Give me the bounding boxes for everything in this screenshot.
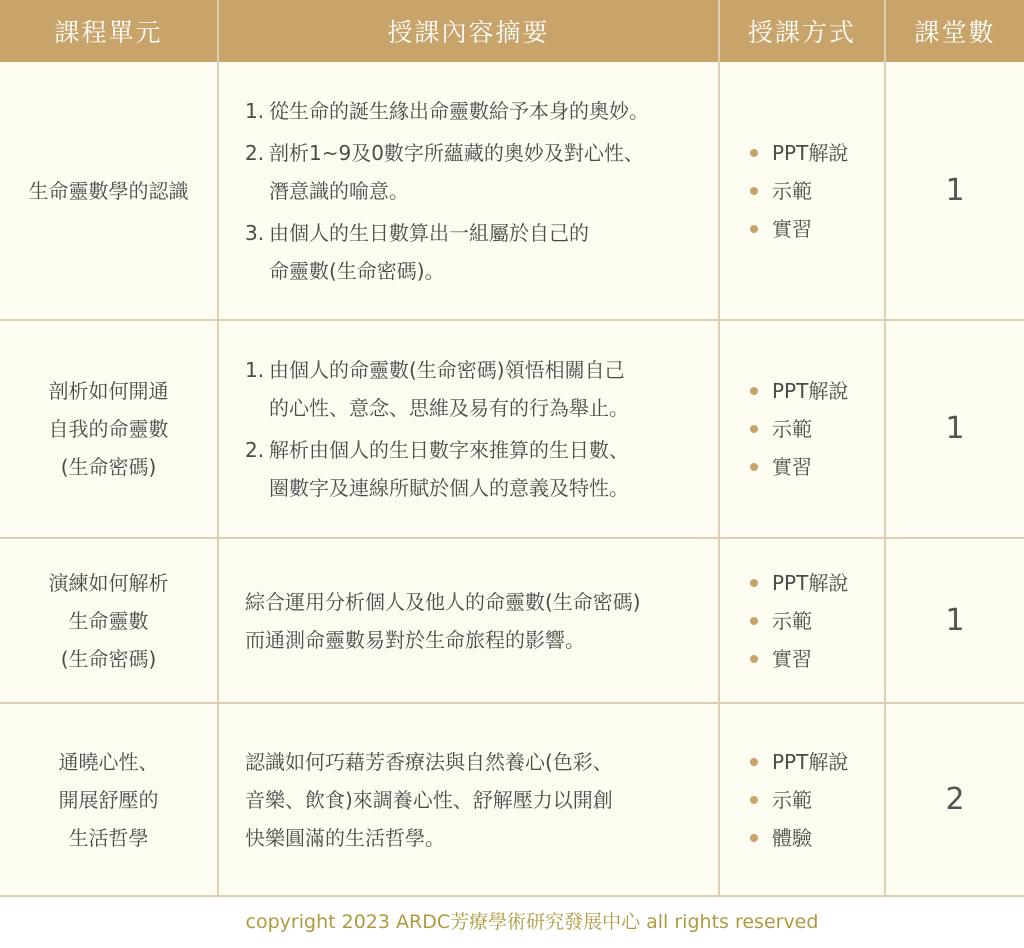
summary-text: 認識如何巧藉芳香療法與自然養心(色彩、 音樂、飲食)來調養心性、舒解壓力以開創 快樂圓滿的生活哲學。 xyxy=(245,749,613,850)
item-text: 從生命的誕生緣出命靈數給予本身的奧妙。 xyxy=(269,98,649,123)
method-item xyxy=(750,640,884,678)
bullet-icon xyxy=(750,758,758,766)
table-row-3-count xyxy=(886,539,1024,702)
method-label: PPT解說 xyxy=(772,379,849,403)
item-number: 1. xyxy=(245,358,265,382)
table-row-4-unit xyxy=(0,704,217,895)
list-item xyxy=(245,214,718,290)
unit-label: 演練如何解析 生命靈數 (生命密碼) xyxy=(48,570,169,671)
method-label: 示範 xyxy=(772,787,812,812)
bullet-icon xyxy=(750,387,758,395)
item-number: 2. xyxy=(245,438,265,462)
unit-label: 生命靈數學的認識 xyxy=(28,178,189,203)
header-method: 授課方式 xyxy=(720,0,884,62)
method-item xyxy=(750,564,884,602)
item-text: 解析由個人的生日數字來推算的生日數、 圈數字及連線所賦於個人的意義及特性。 xyxy=(269,438,629,500)
bullet-icon xyxy=(750,579,758,587)
method-item xyxy=(750,781,884,819)
table-row-1-methods xyxy=(720,62,884,319)
count-value: 2 xyxy=(945,781,965,817)
method-label: 體驗 xyxy=(772,825,812,850)
list-item xyxy=(245,134,718,210)
table-row-2-summary xyxy=(219,321,718,537)
header-summary: 授課內容摘要 xyxy=(219,0,718,62)
table-row-2-count xyxy=(886,321,1024,537)
unit-label: 剖析如何開通 自我的命靈數 (生命密碼) xyxy=(48,379,169,479)
table-row-4-summary xyxy=(219,704,718,895)
header-count: 課堂數 xyxy=(886,0,1024,62)
header-unit: 課程單元 xyxy=(0,0,217,62)
method-item xyxy=(750,819,884,857)
table-row-1-unit xyxy=(0,62,217,319)
item-text: 由個人的命靈數(生命密碼)領悟相關自己 的心性、意念、思維及易有的行為舉止。 xyxy=(269,358,629,420)
table-row-3-methods xyxy=(720,539,884,702)
bullet-icon xyxy=(750,425,758,433)
method-item xyxy=(750,210,884,248)
item-number: 3. xyxy=(245,220,265,245)
table-row-1-summary xyxy=(219,62,718,319)
method-label: 實習 xyxy=(772,216,812,241)
method-label: PPT解說 xyxy=(772,749,849,774)
method-label: 示範 xyxy=(772,178,812,203)
table-row-4-count xyxy=(886,704,1024,895)
item-number: 1. xyxy=(245,98,265,123)
method-item xyxy=(750,410,884,448)
table-row-4-methods xyxy=(720,704,884,895)
table-row-3-summary xyxy=(219,539,718,702)
method-label: 示範 xyxy=(772,608,812,633)
item-number: 2. xyxy=(245,140,265,165)
bullet-icon xyxy=(750,617,758,625)
unit-label: 通曉心性、 開展舒壓的 生活哲學 xyxy=(58,749,159,850)
count-value: 1 xyxy=(945,411,965,446)
list-item xyxy=(245,351,718,427)
method-label: 實習 xyxy=(772,455,812,479)
bullet-icon xyxy=(750,655,758,663)
bullet-icon xyxy=(750,187,758,195)
bullet-icon xyxy=(750,796,758,804)
method-label: 實習 xyxy=(772,646,812,671)
table-row-2-unit xyxy=(0,321,217,537)
summary-text: 綜合運用分析個人及他人的命靈數(生命密碼) 而通測命靈數易對於生命旅程的影響。 xyxy=(245,589,641,652)
bullet-icon xyxy=(750,225,758,233)
row-divider xyxy=(0,895,1024,897)
item-text: 由個人的生日數算出一組屬於自己的 命靈數(生命密碼)。 xyxy=(269,220,589,283)
list-item xyxy=(245,92,718,130)
bullet-icon xyxy=(750,149,758,157)
item-text: 剖析1~9及0數字所蘊藏的奧妙及對心性、 潛意識的喻意。 xyxy=(269,140,644,203)
method-item xyxy=(750,172,884,210)
count-value: 1 xyxy=(945,602,965,638)
method-item xyxy=(750,448,884,486)
bullet-icon xyxy=(750,463,758,471)
method-item xyxy=(750,743,884,781)
table-row-2-methods xyxy=(720,321,884,537)
table-row-1-count xyxy=(886,62,1024,319)
table-row-3-unit xyxy=(0,539,217,702)
method-label: PPT解說 xyxy=(772,140,849,165)
copyright-footer: copyright 2023 ARDC芳療學術研究發展中心 all rights reserved xyxy=(245,910,819,933)
method-item xyxy=(750,602,884,640)
list-item xyxy=(245,431,718,507)
method-item xyxy=(750,372,884,410)
method-label: 示範 xyxy=(772,417,812,441)
method-item xyxy=(750,134,884,172)
count-value: 1 xyxy=(945,172,965,208)
bullet-icon xyxy=(750,834,758,842)
method-label: PPT解說 xyxy=(772,570,849,595)
